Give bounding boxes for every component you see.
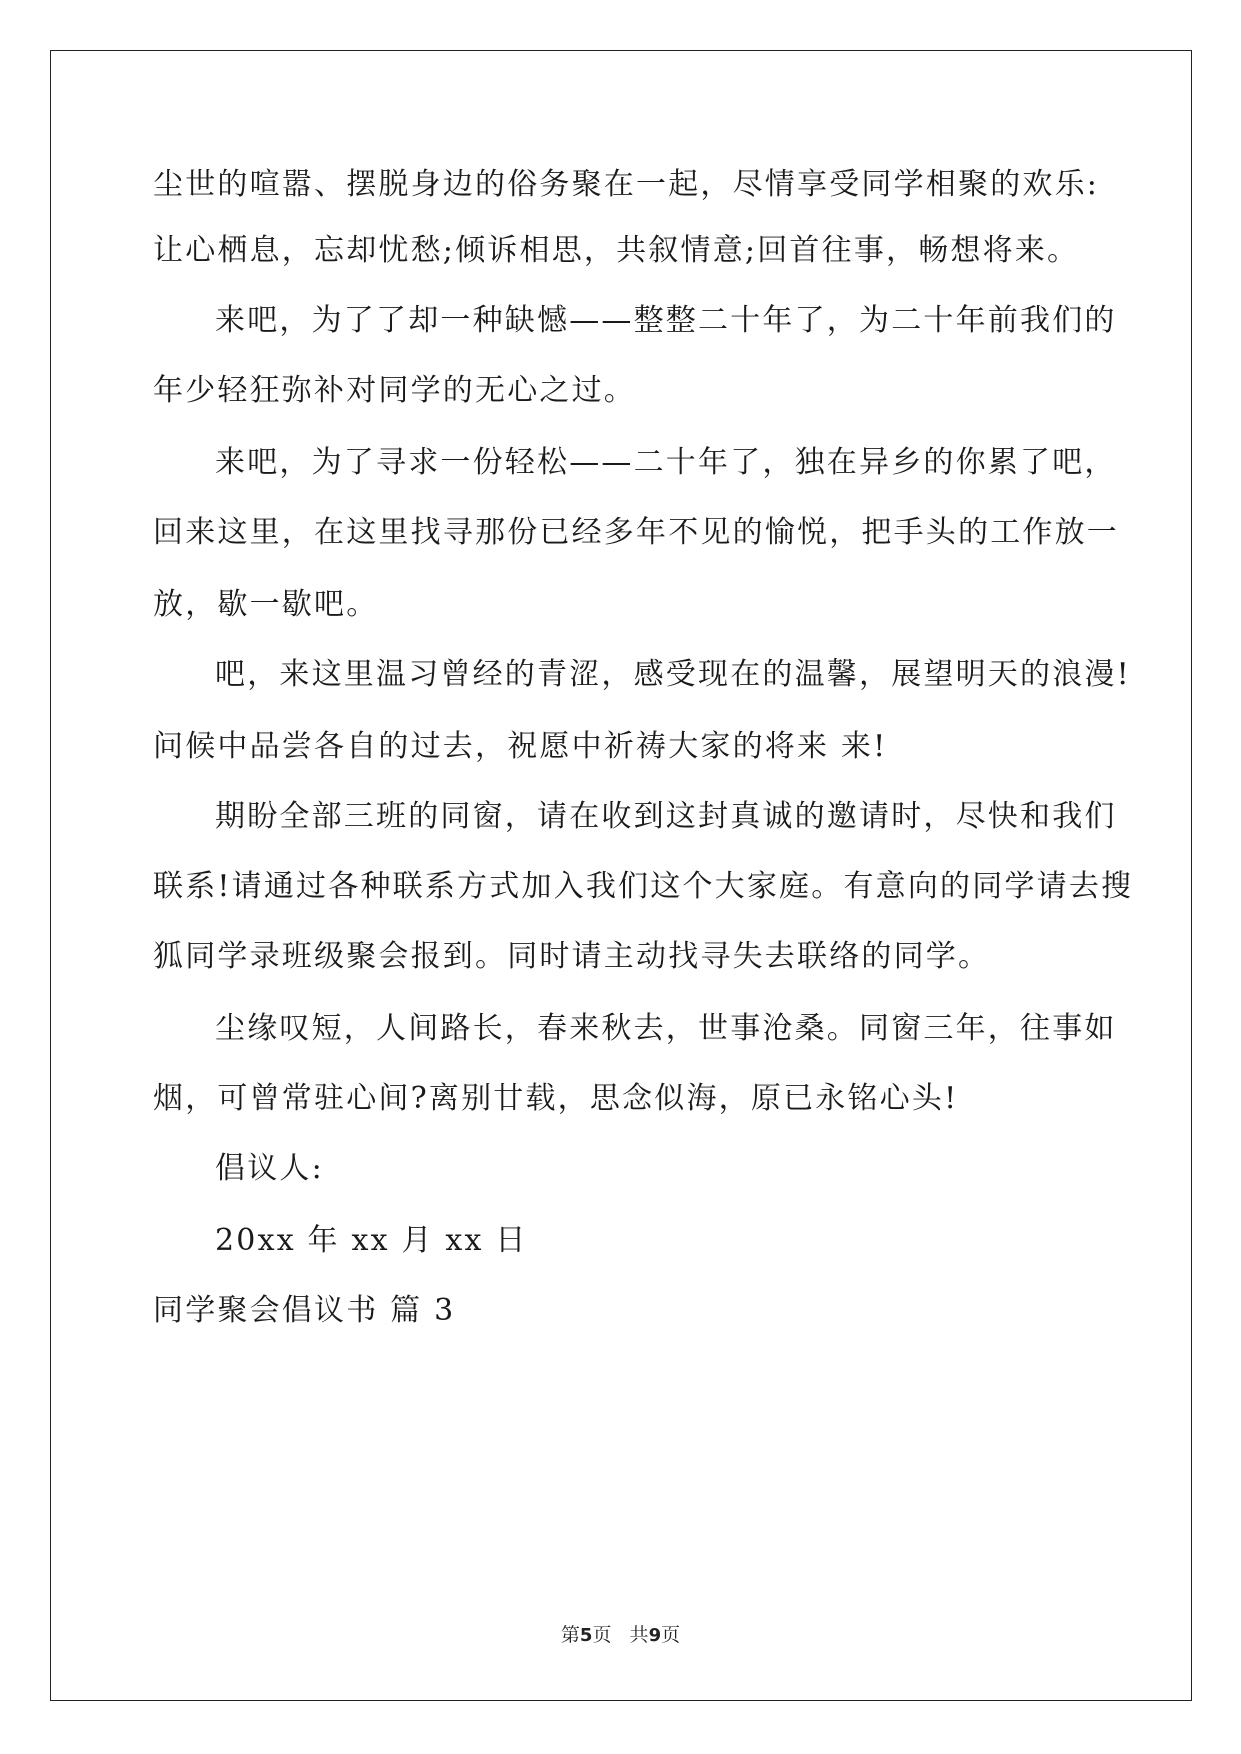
text-line: 年少轻狂弥补对同学的无心之过。 — [153, 373, 636, 408]
paragraph-start-line: 期盼全部三班的同窗，请在收到这封真诚的邀请时，尽快和我们 — [215, 799, 1117, 834]
text-line: 问候中品尝各自的过去，祝愿中祈祷大家的将来 来! — [153, 729, 888, 764]
page-footer — [0, 1620, 1241, 1647]
footer-page-suffix: 页 — [661, 1624, 681, 1646]
signatory-label: 倡议人: — [215, 1151, 324, 1186]
footer-page-mid: 页 共 — [592, 1624, 649, 1646]
footer-page-prefix: 第 — [560, 1624, 580, 1646]
paragraph-start-line: 来吧，为了了却一种缺憾——整整二十年了，为二十年前我们的 — [215, 303, 1117, 338]
text-line: 让心栖息，忘却忧愁;倾诉相思，共叙情意;回首往事，畅想将来。 — [153, 233, 1080, 268]
text-line: 烟，可曾常驻心间?离别廿载，思念似海，原已永铭心头! — [153, 1081, 959, 1116]
text-line: 联系!请通过各种联系方式加入我们这个大家庭。有意向的同学请去搜 — [153, 869, 1134, 904]
footer-page-total: 9 — [648, 1625, 662, 1646]
text-line: 尘世的喧嚣、摆脱身边的俗务聚在一起，尽情享受同学相聚的欢乐: — [153, 167, 1100, 202]
section-heading: 同学聚会倡议书 篇 3 — [153, 1293, 456, 1328]
footer-page-number: 5 — [579, 1625, 593, 1646]
text-line: 回来这里，在这里找寻那份已经多年不见的愉悦，把手头的工作放一 — [153, 515, 1119, 550]
date-line: 20xx 年 xx 月 xx 日 — [215, 1223, 528, 1258]
text-line: 放，歇一歇吧。 — [153, 587, 379, 622]
text-line: 狐同学录班级聚会报到。同时请主动找寻失去联络的同学。 — [153, 939, 991, 974]
paragraph-start-line: 尘缘叹短，人间路长，春来秋去，世事沧桑。同窗三年，往事如 — [215, 1011, 1117, 1046]
paragraph-start-line: 吧，来这里温习曾经的青涩，感受现在的温馨，展望明天的浪漫! — [215, 657, 1131, 692]
paragraph-start-line: 来吧，为了寻求一份轻松——二十年了，独在异乡的你累了吧， — [215, 445, 1117, 480]
